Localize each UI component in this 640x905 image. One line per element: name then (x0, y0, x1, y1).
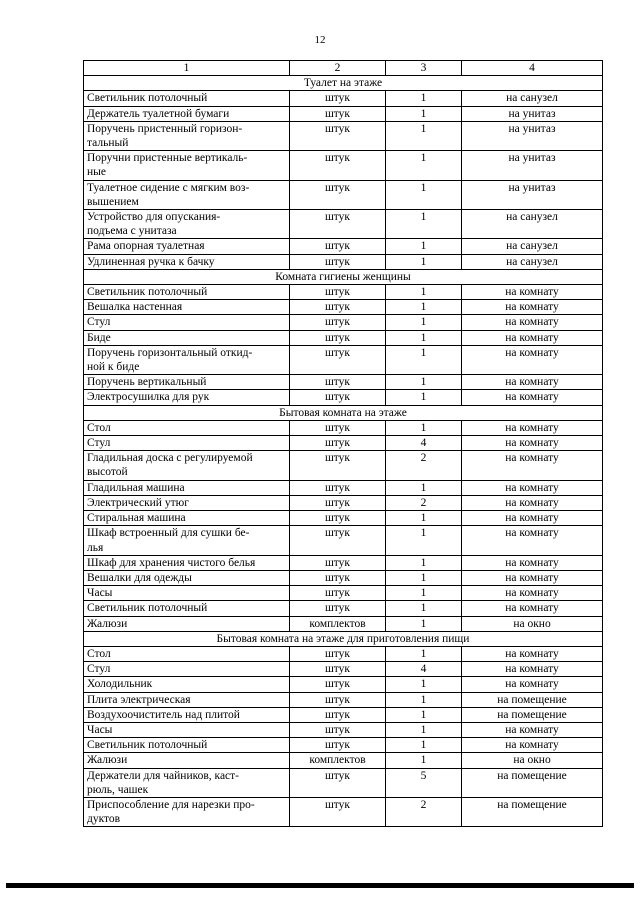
unit-cell: штук (290, 420, 386, 435)
unit-cell: штук (290, 330, 386, 345)
item-name-cell: Стул (84, 436, 290, 451)
quantity-cell: 1 (386, 210, 462, 239)
unit-cell: штук (290, 345, 386, 374)
per-cell: на окно (462, 753, 603, 768)
quantity-cell: 2 (386, 797, 462, 826)
item-name-cell: Стиральная машина (84, 511, 290, 526)
table-row (84, 375, 603, 390)
unit-cell: штук (290, 646, 386, 661)
quantity-cell: 1 (386, 586, 462, 601)
bottom-rule (6, 883, 634, 888)
quantity-cell: 2 (386, 495, 462, 510)
unit-cell: штук (290, 239, 386, 254)
item-name-cell: Поручни пристенные вертикаль- ные (84, 151, 290, 180)
quantity-cell: 4 (386, 436, 462, 451)
item-name-cell: Гладильная доска с регулируемой высотой (84, 451, 290, 480)
item-name-cell: Держатель туалетной бумаги (84, 106, 290, 121)
unit-cell: штук (290, 451, 386, 480)
quantity-cell: 1 (386, 180, 462, 209)
table-row (84, 662, 603, 677)
item-name-cell: Плита электрическая (84, 692, 290, 707)
item-name-cell: Держатели для чайников, каст- рюль, чашек (84, 768, 290, 797)
per-cell: на помещение (462, 768, 603, 797)
item-name-cell: Поручень пристенный горизон- тальный (84, 121, 290, 150)
unit-cell: штук (290, 151, 386, 180)
item-name-cell: Светильник потолочный (84, 738, 290, 753)
per-cell: на комнату (462, 646, 603, 661)
quantity-cell: 1 (386, 300, 462, 315)
unit-cell: штук (290, 797, 386, 826)
section-title: Бытовая комната на этаже для приготовления пищи (84, 631, 603, 646)
unit-cell: комплектов (290, 616, 386, 631)
page-number: 12 (314, 34, 326, 46)
item-name-cell: Вешалки для одежды (84, 570, 290, 585)
per-cell: на санузел (462, 210, 603, 239)
unit-cell: штук (290, 436, 386, 451)
table-row (84, 106, 603, 121)
unit-cell: штук (290, 254, 386, 269)
per-cell: на комнату (462, 662, 603, 677)
table-row (84, 692, 603, 707)
per-cell: на санузел (462, 254, 603, 269)
unit-cell: штук (290, 722, 386, 737)
item-name-cell: Удлиненная ручка к бачку (84, 254, 290, 269)
quantity-cell: 1 (386, 315, 462, 330)
section-header-row (84, 405, 603, 420)
per-cell: на комнату (462, 436, 603, 451)
table-row (84, 451, 603, 480)
per-cell: на комнату (462, 315, 603, 330)
quantity-cell: 1 (386, 707, 462, 722)
per-cell: на окно (462, 616, 603, 631)
quantity-cell: 1 (386, 601, 462, 616)
unit-cell: штук (290, 662, 386, 677)
unit-cell: штук (290, 106, 386, 121)
unit-cell: штук (290, 511, 386, 526)
per-cell: на комнату (462, 451, 603, 480)
table-row (84, 768, 603, 797)
item-name-cell: Вешалка настенная (84, 300, 290, 315)
item-name-cell: Шкаф для хранения чистого белья (84, 555, 290, 570)
quantity-cell: 1 (386, 570, 462, 585)
quantity-cell: 1 (386, 511, 462, 526)
column-number-3: 3 (386, 61, 462, 76)
section-header-row (84, 76, 603, 91)
item-name-cell: Воздухоочиститель над плитой (84, 707, 290, 722)
column-number-row (84, 61, 603, 76)
per-cell: на комнату (462, 601, 603, 616)
per-cell: на комнату (462, 495, 603, 510)
table-row (84, 480, 603, 495)
per-cell: на помещение (462, 692, 603, 707)
item-name-cell: Жалюзи (84, 753, 290, 768)
item-name-cell: Стол (84, 420, 290, 435)
item-name-cell: Шкаф встроенный для сушки бе- лья (84, 526, 290, 555)
unit-cell: штук (290, 375, 386, 390)
quantity-cell: 4 (386, 662, 462, 677)
quantity-cell: 1 (386, 738, 462, 753)
unit-cell: штук (290, 285, 386, 300)
table-row (84, 390, 603, 405)
item-name-cell: Гладильная машина (84, 480, 290, 495)
table-body (84, 61, 603, 827)
column-number-1: 1 (84, 61, 290, 76)
unit-cell: штук (290, 526, 386, 555)
quantity-cell: 1 (386, 555, 462, 570)
unit-cell: штук (290, 707, 386, 722)
table-row (84, 330, 603, 345)
quantity-cell: 1 (386, 121, 462, 150)
quantity-cell: 1 (386, 420, 462, 435)
section-header-row (84, 631, 603, 646)
table-row (84, 91, 603, 106)
quantity-cell: 1 (386, 375, 462, 390)
item-name-cell: Светильник потолочный (84, 285, 290, 300)
per-cell: на комнату (462, 677, 603, 692)
unit-cell: штук (290, 570, 386, 585)
per-cell: на санузел (462, 91, 603, 106)
per-cell: на помещение (462, 707, 603, 722)
item-name-cell: Поручень горизонтальный откид- ной к биде (84, 345, 290, 374)
per-cell: на комнату (462, 285, 603, 300)
per-cell: на комнату (462, 586, 603, 601)
per-cell: на унитаз (462, 121, 603, 150)
table-row (84, 753, 603, 768)
per-cell: на унитаз (462, 151, 603, 180)
per-cell: на комнату (462, 526, 603, 555)
quantity-cell: 1 (386, 526, 462, 555)
unit-cell: штук (290, 495, 386, 510)
unit-cell: штук (290, 180, 386, 209)
quantity-cell: 2 (386, 451, 462, 480)
table-row (84, 797, 603, 826)
table-row (84, 121, 603, 150)
unit-cell: штук (290, 555, 386, 570)
table-row (84, 511, 603, 526)
per-cell: на комнату (462, 375, 603, 390)
unit-cell: штук (290, 692, 386, 707)
item-name-cell: Рама опорная туалетная (84, 239, 290, 254)
table-row (84, 315, 603, 330)
quantity-cell: 1 (386, 480, 462, 495)
item-name-cell: Туалетное сидение с мягким воз- вышением (84, 180, 290, 209)
quantity-cell: 1 (386, 345, 462, 374)
item-name-cell: Поручень вертикальный (84, 375, 290, 390)
unit-cell: штук (290, 121, 386, 150)
item-name-cell: Холодильник (84, 677, 290, 692)
unit-cell: комплектов (290, 753, 386, 768)
item-name-cell: Электрический утюг (84, 495, 290, 510)
quantity-cell: 1 (386, 330, 462, 345)
per-cell: на санузел (462, 239, 603, 254)
unit-cell: штук (290, 738, 386, 753)
per-cell: на комнату (462, 555, 603, 570)
unit-cell: штук (290, 300, 386, 315)
quantity-cell: 1 (386, 753, 462, 768)
table-row (84, 570, 603, 585)
unit-cell: штук (290, 91, 386, 106)
item-name-cell: Стул (84, 662, 290, 677)
item-name-cell: Светильник потолочный (84, 91, 290, 106)
unit-cell: штук (290, 480, 386, 495)
item-name-cell: Жалюзи (84, 616, 290, 631)
unit-cell: штук (290, 586, 386, 601)
quantity-cell: 1 (386, 722, 462, 737)
per-cell: на комнату (462, 480, 603, 495)
table-row (84, 646, 603, 661)
per-cell: на комнату (462, 722, 603, 737)
quantity-cell: 1 (386, 390, 462, 405)
quantity-cell: 1 (386, 692, 462, 707)
table-row (84, 345, 603, 374)
quantity-cell: 1 (386, 616, 462, 631)
per-cell: на унитаз (462, 180, 603, 209)
quantity-cell: 1 (386, 646, 462, 661)
per-cell: на комнату (462, 738, 603, 753)
quantity-cell: 1 (386, 254, 462, 269)
unit-cell: штук (290, 210, 386, 239)
per-cell: на комнату (462, 420, 603, 435)
section-header-row (84, 269, 603, 284)
per-cell: на комнату (462, 570, 603, 585)
table-row (84, 707, 603, 722)
unit-cell: штук (290, 390, 386, 405)
per-cell: на комнату (462, 345, 603, 374)
per-cell: на комнату (462, 300, 603, 315)
per-cell: на унитаз (462, 106, 603, 121)
table-row (84, 722, 603, 737)
table-row (84, 436, 603, 451)
table-row (84, 420, 603, 435)
table-row (84, 285, 603, 300)
table-row (84, 555, 603, 570)
quantity-cell: 1 (386, 285, 462, 300)
per-cell: на комнату (462, 330, 603, 345)
per-cell: на комнату (462, 511, 603, 526)
item-name-cell: Часы (84, 586, 290, 601)
item-name-cell: Устройство для опускания- подъема с унитаза (84, 210, 290, 239)
section-title: Комната гигиены женщины (84, 269, 603, 284)
item-name-cell: Стол (84, 646, 290, 661)
item-name-cell: Электросушилка для рук (84, 390, 290, 405)
per-cell: на комнату (462, 390, 603, 405)
unit-cell: штук (290, 677, 386, 692)
table-row (84, 677, 603, 692)
table-row (84, 239, 603, 254)
column-number-2: 2 (290, 61, 386, 76)
item-name-cell: Часы (84, 722, 290, 737)
column-number-4: 4 (462, 61, 603, 76)
equipment-table (83, 60, 603, 827)
per-cell: на помещение (462, 797, 603, 826)
item-name-cell: Светильник потолочный (84, 601, 290, 616)
section-title: Бытовая комната на этаже (84, 405, 603, 420)
section-title: Туалет на этаже (84, 76, 603, 91)
quantity-cell: 1 (386, 91, 462, 106)
table-row (84, 526, 603, 555)
quantity-cell: 1 (386, 106, 462, 121)
unit-cell: штук (290, 601, 386, 616)
quantity-cell: 1 (386, 677, 462, 692)
table-row (84, 738, 603, 753)
table-row (84, 601, 603, 616)
item-name-cell: Стул (84, 315, 290, 330)
table-row (84, 254, 603, 269)
table-row (84, 180, 603, 209)
item-name-cell: Биде (84, 330, 290, 345)
table-row (84, 586, 603, 601)
table-row (84, 300, 603, 315)
quantity-cell: 5 (386, 768, 462, 797)
table-row (84, 495, 603, 510)
table-row (84, 210, 603, 239)
table-row (84, 151, 603, 180)
table-row (84, 616, 603, 631)
quantity-cell: 1 (386, 239, 462, 254)
unit-cell: штук (290, 315, 386, 330)
item-name-cell: Приспособление для нарезки про- дуктов (84, 797, 290, 826)
quantity-cell: 1 (386, 151, 462, 180)
unit-cell: штук (290, 768, 386, 797)
